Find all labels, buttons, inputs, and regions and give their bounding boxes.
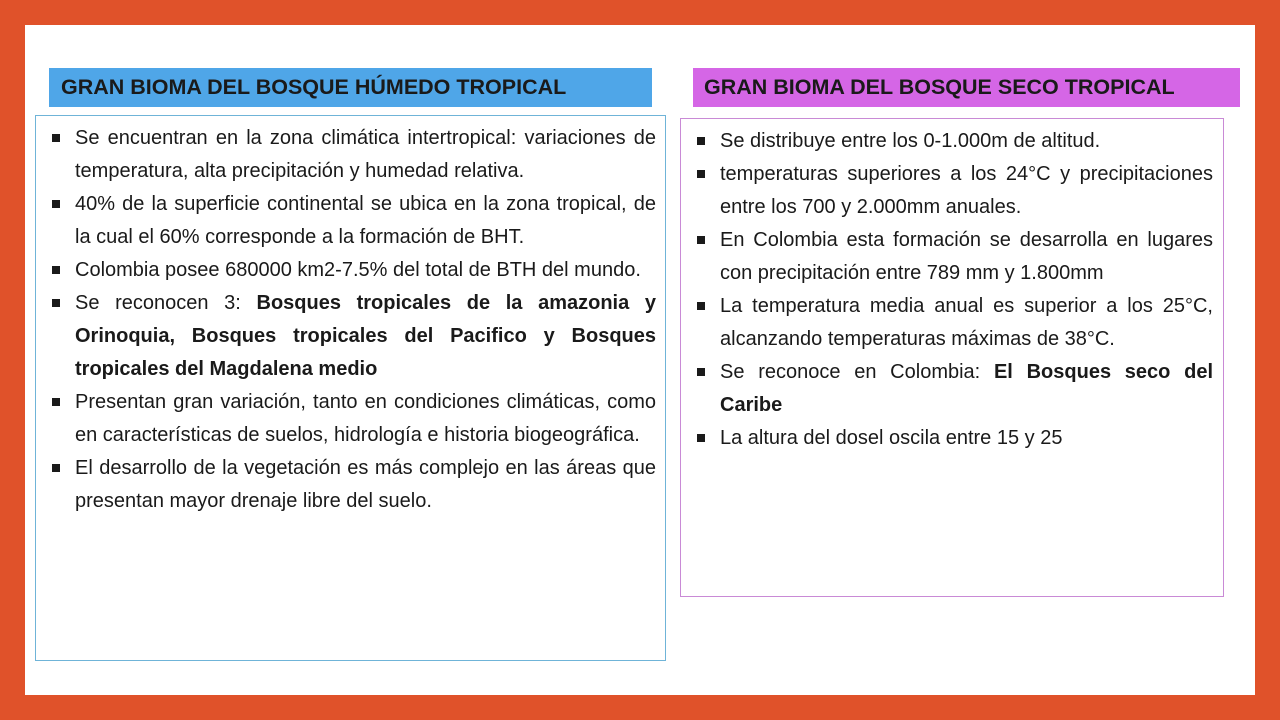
item-text: En Colombia esta formación se desarrolla en lugares con precipitación entre 789 mm y 1.800mm — [720, 229, 1213, 284]
item-text: Presentan gran variación, tanto en condiciones climáticas, como en características de suelos, hidrología e historia biogeográfica. — [75, 391, 656, 446]
humid-forest-list — [50, 122, 656, 518]
list-item — [695, 422, 1213, 455]
square-bullet-icon — [697, 137, 705, 145]
humid-forest-box — [35, 115, 666, 661]
square-bullet-icon — [52, 464, 60, 472]
item-text: La temperatura media anual es superior a los 25°C, alcanzando temperaturas máximas de 38°C. — [720, 295, 1213, 350]
square-bullet-icon — [52, 398, 60, 406]
list-item — [50, 287, 656, 386]
item-text: Se reconocen 3: — [75, 292, 257, 314]
item-text: temperaturas superiores a los 24°C y precipitaciones entre los 700 y 2.000mm anuales. — [720, 163, 1213, 218]
item-text: 40% de la superficie continental se ubica en la zona tropical, de la cual el 60% corresponde a la formación de BHT. — [75, 193, 656, 248]
item-bold-text: Bosques tropicales de la amazonia y Orinoquia, Bosques tropicales del Pacifico y Bosques tropicales del Magdalena medio — [75, 292, 656, 380]
square-bullet-icon — [52, 200, 60, 208]
list-item — [695, 158, 1213, 224]
list-item — [695, 125, 1213, 158]
item-text: El desarrollo de la vegetación es más complejo en las áreas que presentan mayor drenaje libre del suelo. — [75, 457, 656, 512]
square-bullet-icon — [52, 299, 60, 307]
item-bold-text: El Bosques seco del Caribe — [720, 361, 1214, 416]
dry-forest-list — [695, 125, 1213, 455]
square-bullet-icon — [52, 266, 60, 274]
square-bullet-icon — [697, 434, 705, 442]
dry-forest-box — [680, 118, 1224, 597]
square-bullet-icon — [697, 236, 705, 244]
list-item — [50, 188, 656, 254]
list-item — [50, 122, 656, 188]
item-text: Se encuentran en la zona climática intertropical: variaciones de temperatura, alta precipitación y humedad relativa. — [75, 127, 656, 182]
item-text: Colombia posee 680000 km2-7.5% del total de BTH del mundo. — [75, 259, 641, 281]
list-item — [50, 386, 656, 452]
dry-forest-heading: GRAN BIOMA DEL BOSQUE SECO TROPICAL — [693, 68, 1240, 107]
humid-forest-heading: GRAN BIOMA DEL BOSQUE HÚMEDO TROPICAL — [49, 68, 652, 107]
list-item — [695, 356, 1213, 422]
list-item — [695, 290, 1213, 356]
item-text: Se reconoce en Colombia: — [720, 361, 994, 383]
square-bullet-icon — [697, 170, 705, 178]
list-item — [695, 224, 1213, 290]
list-item — [50, 452, 656, 518]
square-bullet-icon — [52, 134, 60, 142]
list-item — [50, 254, 656, 287]
item-text: La altura del dosel oscila entre 15 y 25 — [720, 427, 1063, 449]
square-bullet-icon — [697, 368, 705, 376]
slide — [25, 25, 1255, 695]
square-bullet-icon — [697, 302, 705, 310]
item-text: Se distribuye entre los 0-1.000m de altitud. — [720, 130, 1101, 152]
